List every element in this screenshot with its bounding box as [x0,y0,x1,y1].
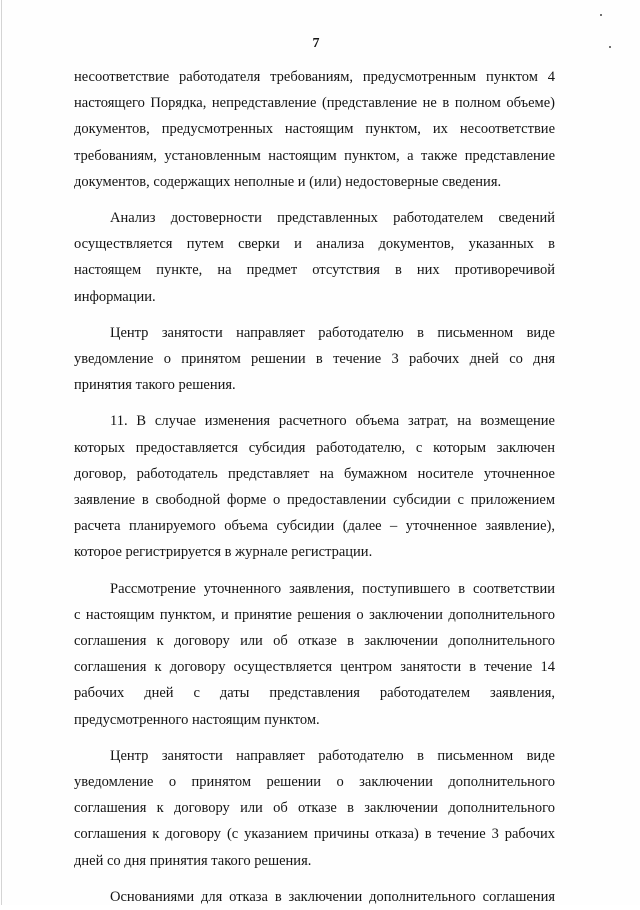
text-line: 11. В случае изменения расчетного объема затрат, на возмещение [110,413,555,430]
text-line: уведомление о принятом решении в течение 3 рабочих дней со дня [74,351,555,368]
text-line: Анализ достоверности представленных работодателем сведений [110,210,555,227]
paragraph [74,320,555,399]
text-line: осуществляется путем сверки и анализа документов, указанных в [74,236,555,253]
text-line: соглашения к договору (с указанием причины отказа) в течение 3 рабочих [74,826,555,843]
text-line: требованиям, установленным настоящим пунктом, а также представление [74,147,555,164]
text-line: Основаниями для отказа в заключении дополнительного соглашения [110,888,555,905]
text-line: настоящего Порядка, непредставление (представление не в полном объеме) [74,95,555,112]
text-line: рабочих дней с даты представления работодателем заявления, [74,685,555,702]
text-line: которое регистрируется в журнале регистрации. [74,544,373,561]
paragraph-gap [74,874,555,884]
paragraph-gap [74,195,555,205]
paragraph [74,884,555,910]
page-number: 7 [312,36,320,51]
text-line: Центр занятости направляет работодателю в письменном виде [110,324,555,341]
text-line: соглашения к договору или об отказе в заключении дополнительного [74,800,555,817]
text-line: соглашения к договору или об отказе в заключении дополнительного [74,633,555,650]
text-line: Рассмотрение уточненного заявления, поступившего в соответствии [110,580,555,597]
text-line: Центр занятости направляет работодателю в письменном виде [110,747,555,764]
text-line: информации. [74,288,156,305]
paragraph [74,743,555,874]
paragraph [74,408,555,565]
paragraph [74,205,555,310]
scan-edge-line [1,0,2,905]
paragraph-gap [74,398,555,408]
text-line: документов, содержащих неполные и (или) недостоверные сведения. [74,173,502,190]
text-line: заявление в свободной форме о предоставлении субсидии с приложением [74,492,555,509]
paragraph-gap [74,733,555,743]
paragraph [74,576,555,733]
paragraph-gap [74,566,555,576]
scan-speck [600,14,602,16]
text-line: документов, предусмотренных настоящим пунктом, их несоответствие [74,121,555,138]
paragraph [74,64,555,195]
text-line: соглашения к договору осуществляется центром занятости в течение 14 [74,659,555,676]
text-line: с настоящим пунктом, и принятие решения о заключении дополнительного [74,606,555,623]
text-line: несоответствие работодателя требованиям, предусмотренным пунктом 4 [74,69,555,85]
text-line: договор, работодатель представляет на бумажном носителе уточненное [74,465,555,482]
text-line: предусмотренного настоящим пунктом. [74,711,320,728]
document-body [74,64,555,910]
text-line: настоящем пункте, на предмет отсутствия в них противоречивой [74,262,555,279]
text-line: расчета планируемого объема субсидии (далее – уточненное заявление), [74,518,555,535]
text-line: дней со дня принятия такого решения. [74,852,312,869]
text-line: принятия такого решения. [74,377,236,394]
paragraph-gap [74,310,555,320]
text-line: которых предоставляется субсидия работодателю, с которым заключен [74,439,555,456]
text-line: уведомление о принятом решении о заключении дополнительного [74,774,555,791]
